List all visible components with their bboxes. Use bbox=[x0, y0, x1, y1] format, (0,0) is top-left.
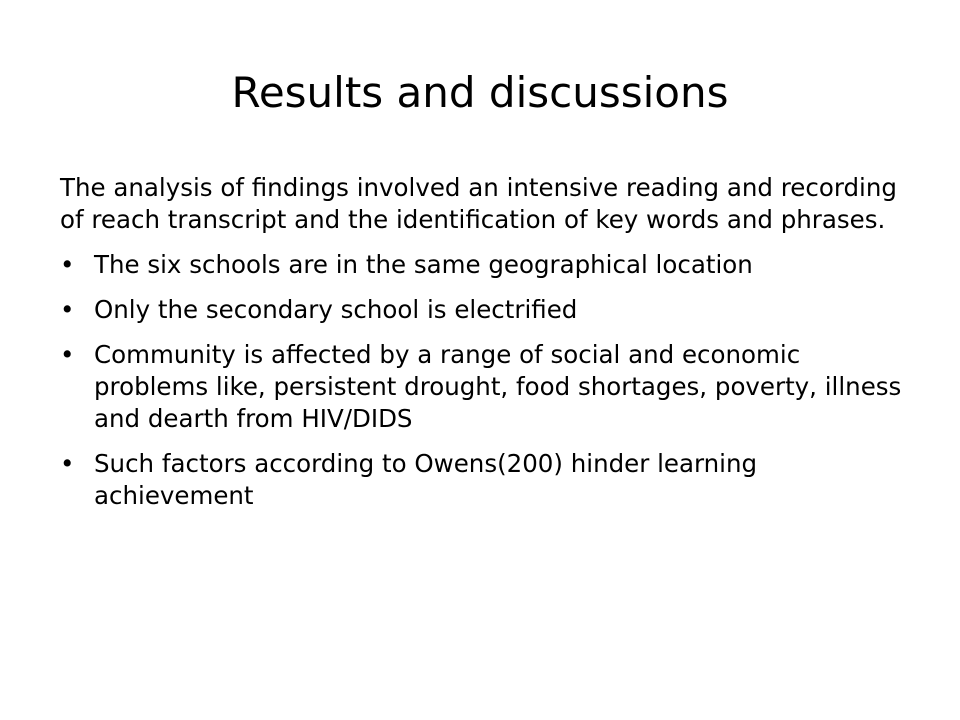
slide-title: Results and discussions bbox=[231, 68, 729, 117]
bullet-text: Community is affected by a range of social and economic problems like, persistent drought, food shortages, poverty, illness and dearth from HIV/DIDS bbox=[94, 340, 902, 433]
bullet-text: Such factors according to Owens(200) hinder learning achievement bbox=[94, 449, 758, 510]
bullet-icon: • bbox=[60, 449, 75, 478]
bullet-item bbox=[60, 294, 920, 326]
bullet-item bbox=[60, 249, 920, 281]
bullet-icon: • bbox=[60, 340, 75, 369]
slide-body bbox=[60, 172, 920, 525]
bullet-list bbox=[60, 249, 920, 512]
intro-paragraph: The analysis of findings involved an intensive reading and recording of reach transcript and the identification of key words and phrases. bbox=[60, 173, 897, 234]
bullet-text: Only the secondary school is electrified bbox=[94, 295, 578, 324]
bullet-item bbox=[60, 448, 920, 512]
bullet-icon: • bbox=[60, 250, 75, 279]
bullet-item bbox=[60, 339, 920, 435]
bullet-icon: • bbox=[60, 295, 75, 324]
bullet-text: The six schools are in the same geographical location bbox=[94, 250, 753, 279]
